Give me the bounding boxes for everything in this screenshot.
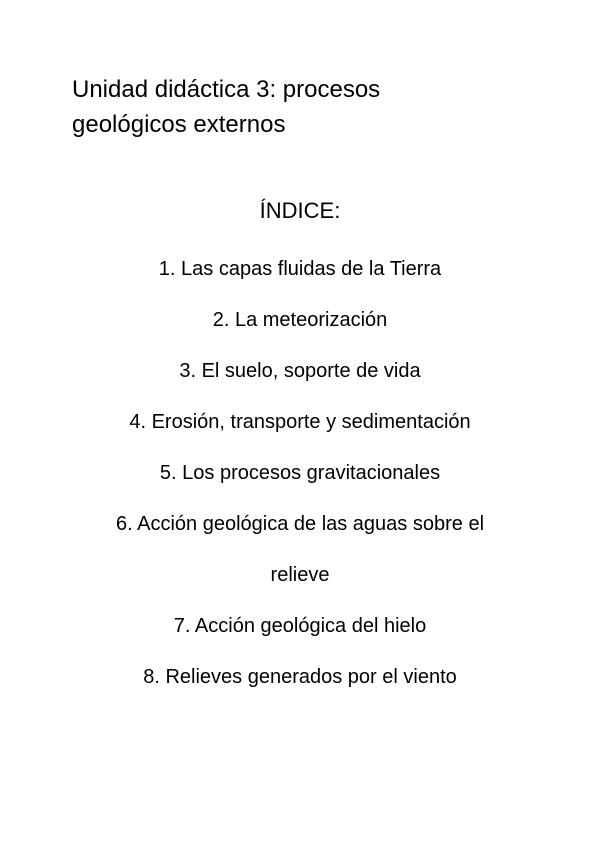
document-title: Unidad didáctica 3: procesos geológicos externos [72, 76, 381, 138]
index-heading: ÍNDICE: [259, 198, 341, 223]
toc-item-6: 6. Acción geológica de las aguas sobre el relieve [115, 513, 485, 586]
toc-item-8: 8. Relieves generados por el viento [143, 666, 457, 688]
toc-item-2: 2. La meteorización [212, 309, 388, 331]
toc-item-7: 7. Acción geológica del hielo [173, 615, 427, 637]
table-of-contents [90, 244, 510, 703]
toc-item-5: 5. Los procesos gravitacionales [159, 462, 441, 484]
toc-item-1: 1. Las capas fluidas de la Tierra [158, 258, 442, 280]
toc-item-4: 4. Erosión, transporte y sedimentación [129, 411, 471, 433]
toc-item-3: 3. El suelo, soporte de vida [179, 360, 421, 382]
